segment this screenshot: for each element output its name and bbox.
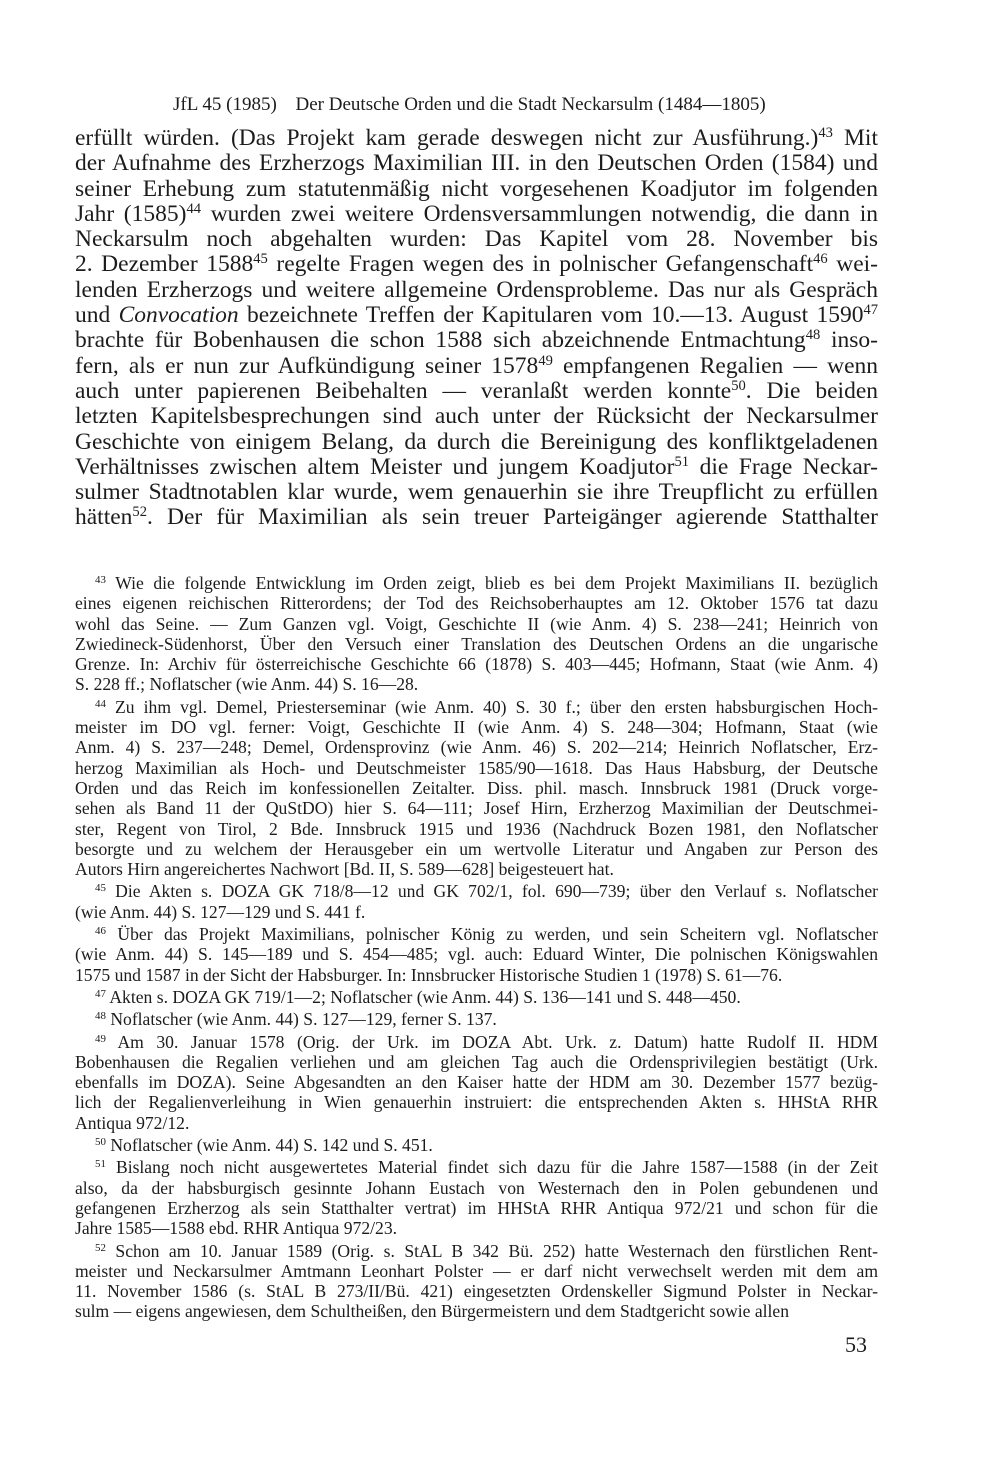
footnote-line: $^{45}$ Die Akten s. DOZA GK 718/8—12 und GK 702/1, fol. 690—739; über den Verlauf s. Noflatscher bbox=[95, 881, 878, 902]
footnote-number: 46 bbox=[95, 925, 106, 938]
footnote-line: $^{46}$ Über das Projekt Maximilians, polnischer König zu werden, und sein Scheitern vgl. Noflatscher bbox=[95, 924, 878, 945]
footnote-45 bbox=[75, 881, 878, 922]
footnote-number: 43 bbox=[95, 574, 106, 586]
footnote-line: Grenze. In: Archiv für österreichische Geschichte 66 (1878) S. 403—445; Hofmann, Staat (wie Anm. 4) bbox=[75, 654, 878, 675]
footnote-line: (wie Anm. 44) S. 145—189 und S. 454—485; vgl. auch: Eduard Winter, Die polnischen Königswahlen bbox=[75, 944, 878, 965]
footnote-52 bbox=[75, 1241, 878, 1322]
footnote-line: herzog Maximilian als Hoch- und Deutschmeister 1585/90—1618. Das Haus Habsburg, der Deutsche bbox=[75, 757, 878, 778]
footnote-line: $^{47}$ Akten s. DOZA GK 719/1—2; Noflatscher (wie Anm. 44) S. 136—141 und S. 448—450. bbox=[95, 986, 741, 1007]
text-line: letzten Kapitelsbesprechungen sind auch unter der Rücksicht der Neckarsulmer bbox=[75, 403, 878, 430]
footnote-number: 44 bbox=[95, 697, 106, 710]
footnote-line: meister und Neckarsulmer Amtmann Leonhart Polster — er darf nicht verwechselt werden mit dem am bbox=[75, 1260, 878, 1281]
footnote-49 bbox=[75, 1032, 878, 1133]
footnote-line: ster, Regent von Tirol, 2 Bde. Innsbruck 1915 und 1936 (Nachdruck Bozen 1981, den Noflatscher bbox=[75, 818, 878, 839]
text-line: erfüllt würden. (Das Projekt kam gerade deswegen nicht zur Ausführung.)$^{43}$ Mit bbox=[75, 125, 878, 151]
footnote-ref[interactable]: 44 bbox=[186, 200, 202, 217]
text-line: und Convocation bezeichnete Treffen der Kapitularen vom 10.—13. August 1590$^{47}$ bbox=[75, 302, 879, 329]
footnote-line: lich der Regalienverleihung in Wien genauerhin instruiert: die entsprechenden Akten s. HHStA RHR bbox=[75, 1092, 878, 1113]
footnote-line: also, da der habsburgisch gesinnte Johann Eustach von Westernach den in Polen gebundenen und bbox=[75, 1177, 878, 1198]
text-line: lenden Erzherzogs und weitere allgemeine Ordensprobleme. Das nur als Gespräch bbox=[75, 276, 878, 303]
footnote-47 bbox=[75, 987, 878, 1007]
text-line: auch unter papierenen Beibehalten — veranlaßt werden konnte$^{50}$. Die beiden bbox=[75, 377, 879, 404]
footnote-48 bbox=[75, 1009, 878, 1029]
footnote-number: 48 bbox=[95, 1010, 106, 1023]
footnote-number: 47 bbox=[95, 987, 106, 1000]
footnote-line: meister im DO vgl. ferner: Voigt, Geschichte II (wie Anm. 4) S. 248—304; Hofmann, Staat (wie bbox=[75, 717, 878, 738]
main-text bbox=[75, 126, 878, 531]
text-line: brachte für Bobenhausen die schon 1588 sich abzeichnende Entmachtung$^{48}$ inso- bbox=[75, 327, 878, 354]
footnote-line: 11. November 1586 (s. StAL B 273/II/Bü. 421) eingesetzten Ordenskeller Sigmund Polster in Neckar- bbox=[75, 1281, 878, 1302]
footnote-ref[interactable]: 51 bbox=[674, 453, 690, 470]
footnote-51 bbox=[75, 1157, 878, 1238]
footnote-line: $^{51}$ Bislang noch nicht ausgewertetes Material findet sich dazu für die Jahre 1587—1588 (in der Zeit bbox=[95, 1157, 878, 1178]
footnote-43 bbox=[75, 573, 878, 695]
footnotes-section bbox=[75, 573, 878, 1324]
footnote-line: Jahre 1585—1588 ebd. RHR Antiqua 972/23. bbox=[75, 1218, 398, 1239]
footnote-line: eines eigenen reichischen Ritterordens; der Tod des Reichsoberhauptes am 12. Oktober 1576 tat dazu bbox=[75, 593, 878, 614]
footnote-ref[interactable]: 52 bbox=[132, 504, 147, 521]
footnote-number: 50 bbox=[95, 1136, 106, 1149]
footnote-line: sulm — eigens angewiesen, dem Schultheißen, den Bürgermeistern und dem Stadtgericht sowie allen bbox=[75, 1301, 790, 1322]
footnote-number: 52 bbox=[95, 1241, 106, 1254]
footnote-line: $^{52}$ Schon am 10. Januar 1589 (Orig. s. StAL B 342 Bü. 252) hatte Westernach den fürstlichen Rent- bbox=[95, 1240, 878, 1261]
footnote-line: wohl das Seine. — Zum Ganzen vgl. Voigt, Geschichte II (wie Anm. 4) S. 238—241; Heinrich von bbox=[75, 613, 878, 634]
text-line: 2. Dezember 1588$^{45}$ regelte Fragen wegen des in polnischer Gefangenschaft$^{46}$ wei- bbox=[75, 251, 878, 278]
footnote-line: Antiqua 972/12. bbox=[75, 1112, 190, 1133]
text-line: Jahr $(1585)^{44}$ wurden zwei weitere Ordensversammlungen notwendig, die dann in bbox=[75, 200, 878, 227]
footnote-line: $^{49}$ Am 30. Januar 1578 (Orig. der Urk. im DOZA Abt. Urk. z. Datum) hatte Rudolf II. HDM bbox=[95, 1031, 878, 1052]
footnote-number: 45 bbox=[95, 882, 106, 895]
footnote-line: 1575 und 1587 in der Sicht der Habsburger. In: Innsbrucker Historische Studien 1 (1978) S. 61—76. bbox=[75, 964, 783, 985]
footnote-46 bbox=[75, 924, 878, 985]
text-line: hätten$^{52}$. Der für Maximilian als sein treuer Parteigänger agierende Statthalter bbox=[75, 504, 878, 531]
footnote-line: $^{50}$ Noflatscher (wie Anm. 44) S. 142 und S. 451. bbox=[95, 1135, 433, 1156]
text-line: der Aufnahme des Erzherzogs Maximilian III. in den Deutschen Orden (1584) und bbox=[75, 150, 878, 177]
article-title: Der Deutsche Orden und die Stadt Neckarsulm (1484—1805) bbox=[295, 94, 766, 115]
footnote-ref[interactable]: 50 bbox=[731, 377, 746, 394]
footnote-ref[interactable]: 47 bbox=[863, 302, 879, 319]
text-line: Neckarsulm noch abgehalten wurden: Das Kapitel vom 28. November bis bbox=[75, 226, 878, 253]
footnote-line: $^{48}$ Noflatscher (wie Anm. 44) S. 127—129, ferner S. 137. bbox=[95, 1009, 497, 1030]
footnote-line: S. 228 ff.; Noflatscher (wie Anm. 44) S. 16—28. bbox=[75, 674, 419, 695]
running-header bbox=[173, 93, 873, 117]
footnote-ref[interactable]: 48 bbox=[805, 327, 821, 344]
footnote-line: Zwiedineck-Südenhorst, Über den Versuch einer Translation des Deutschen Ordens an die ungarische bbox=[75, 633, 878, 654]
page-number: 53 bbox=[845, 1332, 867, 1357]
footnote-line: gefangenen Erzherzog als sein Statthalter vertrat) im HHStA RHR Antiqua 972/21 und schon für die bbox=[75, 1197, 878, 1218]
footnote-line: $^{43}$ Wie die folgende Entwicklung im Orden zeigt, blieb es bei dem Projekt Maximilians II. bezüglich bbox=[95, 573, 878, 593]
footnote-number: 49 bbox=[95, 1032, 106, 1045]
footnote-44 bbox=[75, 697, 878, 880]
footnote-line: Autors Hirn angereichertes Nachwort [Bd. II, S. 589—628] beigesteuert hat. bbox=[75, 859, 614, 880]
footnote-line: sehen als Band 11 der QuStDO) hier S. 64—111; Josef Hirn, Erzherzog Maximilian der Deutschmei- bbox=[75, 798, 878, 819]
text-line: seiner Erhebung zum statutenmäßig nicht vorgesehenen Koadjutor im folgenden bbox=[75, 175, 878, 202]
footnote-line: Orden und das Reich im konfessionellen Zeitalter. Diss. phil. masch. Innsbruck 1981 (Druck vorge- bbox=[75, 777, 878, 798]
footnote-ref[interactable]: 46 bbox=[813, 251, 828, 268]
footnote-ref[interactable]: 43 bbox=[818, 125, 833, 141]
footnote-number: 51 bbox=[95, 1158, 106, 1171]
footnote-line: (wie Anm. 44) S. 127—129 und S. 441 f. bbox=[75, 901, 366, 922]
footnote-line: $^{44}$ Zu ihm vgl. Demel, Priesterseminar (wie Anm. 40) S. 30 f.; über den ersten habsburgischen Hoch- bbox=[95, 696, 878, 717]
italic-term: Convocation bbox=[118, 302, 239, 329]
footnote-line: besorgte und zu welchem der Herausgeber ein um wertvolle Literatur und Angaben zur Person des bbox=[75, 838, 878, 859]
footnote-50 bbox=[75, 1135, 878, 1155]
journal-reference: JfL 45 (1985) bbox=[173, 94, 277, 115]
footnote-ref[interactable]: 49 bbox=[538, 352, 553, 369]
footnote-ref[interactable]: 45 bbox=[253, 251, 268, 268]
footnote-line: Anm. 4) S. 237—248; Demel, Ordensprovinz (wie Anm. 46) S. 202—214; Heinrich Noflatscher, Erz- bbox=[75, 737, 878, 758]
footnote-line: Bobenhausen die Regalien verliehen und am gleichen Tag auch die Ordensprivilegien bestätigt (Urk. bbox=[75, 1051, 878, 1072]
text-line: Geschichte von einigem Belang, da durch die Bereinigung des konfliktgeladenen bbox=[75, 428, 878, 455]
text-line: Verhältnisses zwischen altem Meister und jungem Koadjutor$^{51}$ die Frage Neckar- bbox=[75, 453, 878, 480]
footnote-line: ebenfalls im DOZA). Seine Abgesandten an den Kaiser hatte der HDM am 30. Dezember 1577 bezüg- bbox=[75, 1072, 878, 1093]
text-line: sulmer Stadtnotablen klar wurde, wem genauerhin sie ihre Treupflicht zu erfüllen bbox=[75, 479, 878, 506]
text-line: fern, als er nun zur Aufkündigung seiner 1578$^{49}$ empfangenen Regalien — wenn bbox=[75, 352, 878, 379]
